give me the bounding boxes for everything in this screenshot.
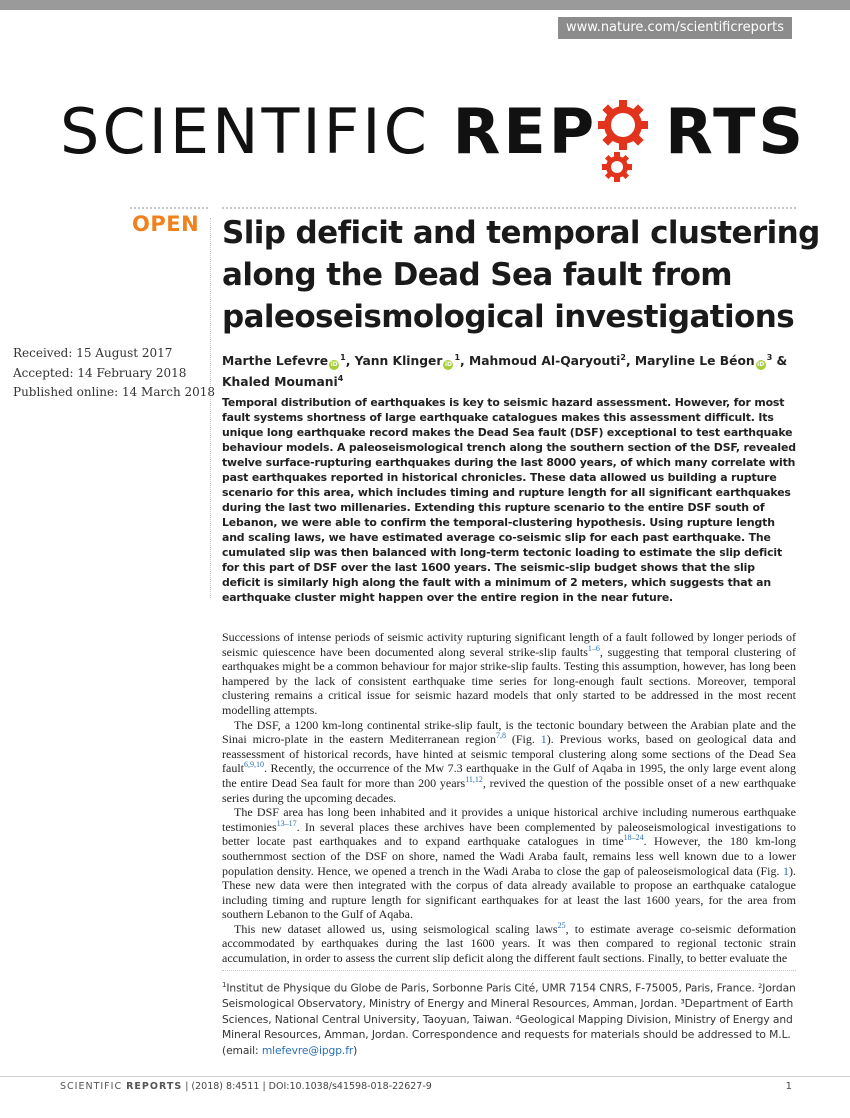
- masthead-scientific: SCIENTIFIC: [60, 95, 453, 168]
- affiliations: [222, 978, 796, 1058]
- author-separator: ,: [625, 354, 635, 369]
- author-name[interactable]: Khaled Moumani: [222, 375, 338, 390]
- page-number: 1: [785, 1081, 792, 1092]
- divider-left: [130, 207, 208, 209]
- affiliations-text: Institut de Physique du Globe de Paris, Sorbonne Paris Cité, UMR 7154 CNRS, F-75005, Paris, France. ²Jordan Seismological Observatory, Ministry of Energy and Mineral Resources, Amman, Jordan. ³Department of Earth Sciences, National Central University, Taoyuan, Taiwan. ⁴Geological Mapping Division, Ministry of Energy and Mineral Resources, Amman, Jordan. Correspondence and requests for materials should be addressed to M.L. (email:: [222, 981, 796, 1057]
- body-text-run: , to estimate average co-seismic deformation accommodated by earthquakes during the last 1600 years. It was then compared to regional tectonic strain accumulation, in order to assess the current slip deficit along the different fault sections. Finally, to better evaluate the: [222, 921, 796, 966]
- body-text-run: ). These new data were then integrated with the corpus of data already available to propose an earthquake catalogue including timing and rupture length for significant earthquakes for at least the last 1600 years, for the area from southern Lebanon to the Gulf of Aqaba.: [222, 863, 796, 922]
- received-date: Received: 15 August 2017: [13, 346, 173, 360]
- divider-right: [222, 207, 796, 209]
- footer-doi[interactable]: | (2018) 8:4511 | DOI:10.1038/s41598-018-22627-9: [182, 1081, 432, 1092]
- gear-icon: [597, 99, 665, 159]
- affiliations-divider: [222, 970, 796, 971]
- body-paragraph: [222, 630, 796, 718]
- published-date: Published online: 14 March 2018: [13, 385, 216, 399]
- footer-journal-thin: SCIENTIFIC: [60, 1081, 127, 1092]
- abstract: Temporal distribution of earthquakes is key to seismic hazard assessment. However, for most fault systems shortness of large earthquake catalogues makes this assessment difficult. Its unique long earthquake record makes the Dead Sea fault (DSF) exceptional to test earthquake behaviour models. A paleoseismological trench along the southern section of the DSF, revealed twelve surface-rupturing earthquakes during the last 8000 years, of which many correlate with past earthquakes reported in historical chronicles. These data allowed us building a rupture scenario for this area, which includes timing and rupture length for all significant earthquakes during the last two millenaries. Extending this rupture scenario to the entire DSF south of Lebanon, we were able to confirm the temporal-clustering hypothesis. Using rupture length and scaling laws, we have estimated average co-seismic slip for each past earthquake. The cumulated slip was then balanced with long-term tectonic loading to estimate the slip deficit for this part of DSF over the last 1600 years. The seismic-slip budget shows that the slip deficit is similarly high along the fault with a minimum of 2 meters, which suggests that an earthquake cluster might happen over the entire region in the near future.: [222, 396, 796, 604]
- journal-masthead: [60, 92, 807, 192]
- body-text-run: , revived the question of the possible onset of a new earthquake series during the upcoming decades.: [222, 775, 796, 805]
- author-affiliation: 1: [454, 353, 461, 362]
- author-affiliation: 4: [337, 374, 344, 384]
- citation-link[interactable]: 7,8: [495, 731, 506, 741]
- body-text-run: ). Previous works, based on geological data and reassessment of historical records, have hinted at seismic temporal clustering along some sections of the Dead Sea fault: [222, 732, 796, 776]
- citation-link[interactable]: 13–17: [276, 818, 297, 828]
- author-name[interactable]: Mahmoud Al-Qaryouti: [469, 354, 621, 369]
- orcid-icon[interactable]: iD: [444, 361, 452, 369]
- publication-dates: [13, 344, 215, 403]
- body-text-run: (Fig.: [505, 732, 541, 747]
- masthead-rep: REP: [452, 95, 598, 168]
- author-affiliation: 2: [620, 353, 626, 362]
- body-text-run: . In several places these archives have been complemented by paleoseismological investigations to better locate past earthquakes and to expand earthquake catalogues in time: [222, 819, 796, 849]
- figure-link[interactable]: 1: [783, 863, 789, 878]
- orcid-icon[interactable]: iD: [757, 361, 765, 369]
- affiliation-number: 1: [222, 981, 227, 989]
- footer-citation: [60, 1081, 432, 1092]
- body-text-run: . Recently, the occurrence of the Mw 7.3 earthquake in the Gulf of Aqaba in 1995, the only large event along the entire Dead Sea fault for more than 200 years: [222, 761, 796, 790]
- top-rule: [0, 0, 850, 10]
- author-name[interactable]: Maryline Le Béon: [634, 354, 755, 369]
- body-paragraph: [222, 805, 796, 922]
- citation-link[interactable]: 11,12: [465, 774, 483, 784]
- vertical-divider: [210, 218, 211, 598]
- orcid-icon[interactable]: iD: [330, 361, 338, 369]
- article-title: Slip deficit and temporal clustering along the Dead Sea fault from paleoseismological investigations: [222, 215, 820, 335]
- author-separator: ,: [460, 354, 469, 369]
- body-text-run: . However, the 180 km-long southernmost section of the DSF on shore, named the Wadi Araba fault, remains less well known due to a lower population density. Hence, we opened a trench in the Wadi Araba to close the gap of paleoseismological data (Fig.: [222, 834, 796, 878]
- author-affiliation: 1: [340, 353, 346, 362]
- author-separator: ,: [345, 354, 355, 369]
- body-text-run: The DSF, a 1200 km-long continental strike-slip fault, is the tectonic boundary between the Arabian plate and the Sinai micro-plate in the eastern Mediterranean region: [222, 717, 796, 747]
- citation-link[interactable]: 25: [557, 920, 566, 930]
- citation-link[interactable]: 18–24: [623, 833, 644, 843]
- author-name[interactable]: Marthe Lefevre: [222, 354, 329, 369]
- citation-link[interactable]: 6,9,10: [244, 760, 264, 770]
- body-paragraph: [222, 718, 796, 806]
- open-access-label: OPEN: [132, 212, 200, 236]
- body-text-run: Successions of intense periods of seismic activity rupturing significant length of a fault followed by longer periods of seismic quiescence have been documented along several strike-slip faults: [222, 630, 796, 659]
- author-separator: &: [772, 354, 788, 369]
- accepted-date: Accepted: 14 February 2018: [13, 365, 187, 380]
- masthead-rts: RTS: [665, 95, 807, 168]
- body-paragraph: [222, 922, 796, 966]
- correspondence-email[interactable]: mlefevre@ipgp.fr: [261, 1043, 354, 1057]
- author-name[interactable]: Yann Klinger: [354, 354, 443, 369]
- body-text-run: The DSF area has long been inhabited and it provides a unique historical archive including numerous earthquake testimonies: [222, 805, 796, 834]
- article-body: [222, 630, 796, 966]
- body-text-run: This new dataset allowed us, using seismological scaling laws: [234, 921, 558, 936]
- footer-journal-bold: REPORTS: [126, 1081, 183, 1092]
- affiliations-close: ): [353, 1043, 358, 1057]
- author-affiliation: 3: [766, 353, 773, 362]
- author-list: [222, 349, 822, 391]
- figure-link[interactable]: 1: [540, 732, 547, 747]
- footer-rule: [0, 1076, 850, 1077]
- body-text-run: , suggesting that temporal clustering of earthquakes might be a common behaviour for major strike-slip faults. Testing this assumption, however, has long been hampered by the lack of consistent earthquake time series for long-enough fault sections. Moreover, temporal clustering remains a critical issue for seismic hazard models that only started to be addressed in the most recent modelling attempts.: [222, 644, 796, 717]
- citation-link[interactable]: 1–6: [587, 643, 600, 653]
- journal-url[interactable]: www.nature.com/scientificreports: [558, 17, 792, 39]
